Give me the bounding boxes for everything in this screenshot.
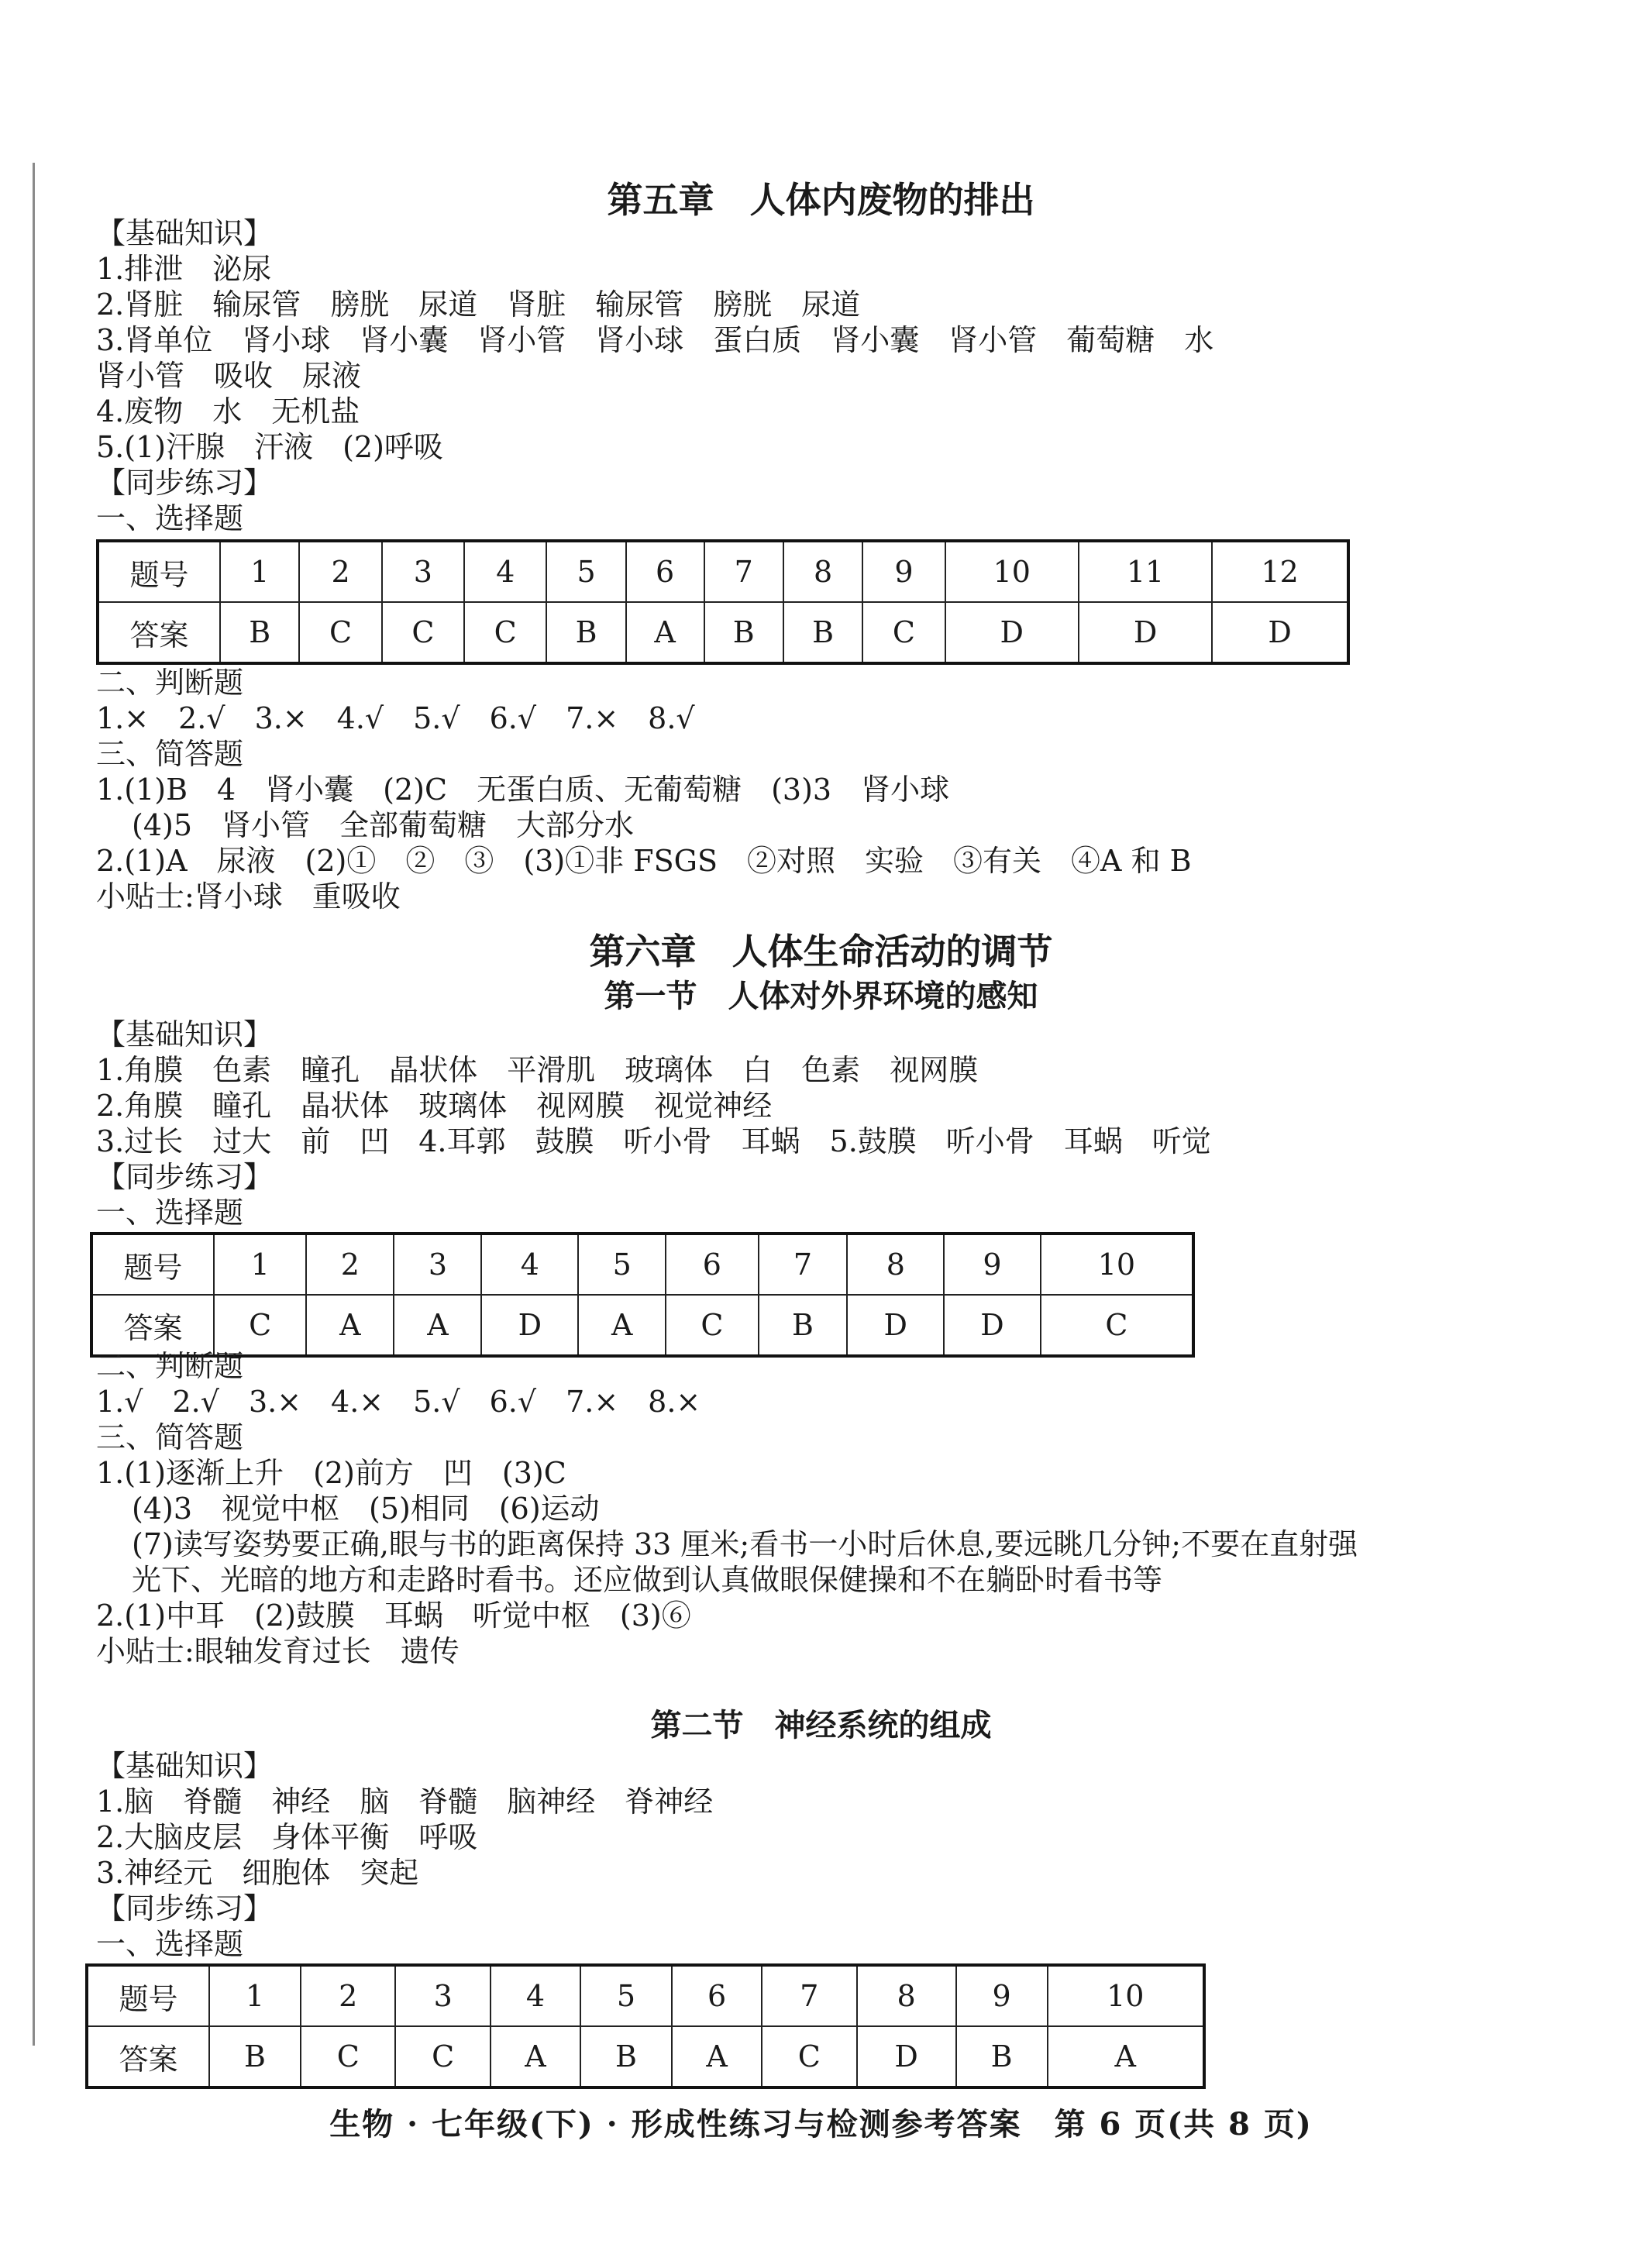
- ch6-s2-basic-section: [96, 1748, 1568, 1962]
- question-number: 3: [382, 541, 464, 602]
- question-number: 4: [491, 1965, 580, 2026]
- short-answer-line: 1.(1)逐渐上升 (2)前方 凹 (3)C: [96, 1456, 566, 1490]
- ch6-s1-practice-section: [96, 1348, 1568, 1669]
- question-number: 9: [944, 1234, 1041, 1295]
- question-number: 4: [464, 541, 546, 602]
- question-number: 2: [301, 1965, 395, 2026]
- short-answer-line: 2.(1)A 尿液 (2)① ② ③ (3)①非 FSGS ②对照 实验 ③有关 ④A 和 B: [96, 844, 1192, 878]
- question-number: 3: [394, 1234, 481, 1295]
- question-number: 7: [759, 1234, 848, 1295]
- answer-cell: D: [481, 1295, 578, 1356]
- table-row: [87, 1965, 1204, 2026]
- table-row: [87, 2026, 1204, 2087]
- question-number: 6: [626, 541, 704, 602]
- question-number: 10: [1048, 1965, 1204, 2026]
- table-row: [98, 602, 1348, 663]
- short-answer-line: (4)3 视觉中枢 (5)相同 (6)运动: [132, 1492, 600, 1526]
- question-number: 10: [945, 541, 1079, 602]
- section-header: 【基础知识】: [96, 1017, 274, 1051]
- basic-line: 1.角膜 色素 瞳孔 晶状体 平滑肌 玻璃体 白 色素 视网膜: [96, 1053, 979, 1087]
- basic-line: 2.肾脏 输尿管 膀胱 尿道 肾脏 输尿管 膀胱 尿道: [96, 287, 861, 322]
- chapter6-title: 第六章 人体生命活动的调节: [589, 931, 1053, 972]
- question-number: 9: [956, 1965, 1048, 2026]
- answer-cell: D: [1212, 602, 1348, 663]
- answer-cell: A: [491, 2026, 580, 2087]
- question-number: 8: [857, 1965, 956, 2026]
- question-number: 7: [704, 541, 783, 602]
- section-header: 【同步练习】: [96, 1160, 274, 1194]
- ch6-s1-answer-table: [90, 1232, 1195, 1358]
- answer-cell: C: [299, 602, 381, 663]
- row-label: 题号: [87, 1965, 209, 2026]
- answer-cell: C: [214, 1295, 306, 1356]
- section-header: 【同步练习】: [96, 466, 274, 500]
- row-label: 题号: [98, 541, 220, 602]
- answer-cell: B: [759, 1295, 848, 1356]
- ch5-basic-section: [96, 215, 1568, 536]
- question-number: 8: [783, 541, 862, 602]
- answer-cell: B: [580, 2026, 672, 2087]
- tip-line: 小贴士:眼轴发育过长 遗传: [96, 1634, 460, 1668]
- question-number: 5: [580, 1965, 672, 2026]
- section1-title: 第一节 人体对外界环境的感知: [604, 978, 1038, 1014]
- answer-cell: A: [672, 2026, 762, 2087]
- basic-line: 2.角膜 瞳孔 晶状体 玻璃体 视网膜 视觉神经: [96, 1089, 773, 1123]
- answer-cell: D: [857, 2026, 956, 2087]
- answer-cell: B: [220, 602, 299, 663]
- table-row: [91, 1234, 1193, 1295]
- short-answer-line: (7)读写姿势要正确,眼与书的距离保持 33 厘米;看书一小时后休息,要远眺几分钟;不要在直射强光下、光暗的地方和走路时看书。还应做到认真做眼保健操和不在躺卧时看书等: [132, 1527, 1358, 1597]
- row-label: 答案: [98, 602, 220, 663]
- basic-line: 3.肾单位 肾小球 肾小囊 肾小管 肾小球 蛋白质 肾小囊 肾小管 葡萄糖 水: [96, 323, 1214, 357]
- question-number: 5: [546, 541, 625, 602]
- question-number: 6: [666, 1234, 758, 1295]
- answer-cell: B: [209, 2026, 301, 2087]
- subsection-header: 三、简答题: [96, 1420, 244, 1454]
- basic-line: 1.脑 脊髓 神经 脑 脊髓 脑神经 脊神经: [96, 1784, 714, 1819]
- subsection-header: 二、判断题: [96, 1349, 244, 1383]
- row-label: 题号: [91, 1234, 214, 1295]
- table-row: [98, 541, 1348, 602]
- row-label: 答案: [91, 1295, 214, 1356]
- answer-cell: D: [945, 602, 1079, 663]
- question-number: 1: [220, 541, 299, 602]
- answer-cell: C: [666, 1295, 758, 1356]
- tip-line: 小贴士:肾小球 重吸收: [96, 879, 401, 914]
- tf-answers: 1.× 2.√ 3.× 4.√ 5.√ 6.√ 7.× 8.√: [96, 701, 695, 735]
- answer-cell: C: [1041, 1295, 1193, 1356]
- question-number: 3: [395, 1965, 490, 2026]
- ch5-answer-table: [96, 539, 1350, 665]
- subsection-header: 一、选择题: [96, 501, 244, 535]
- tf-answers: 1.√ 2.√ 3.× 4.× 5.√ 6.√ 7.× 8.×: [96, 1385, 701, 1419]
- question-number: 10: [1041, 1234, 1193, 1295]
- binding-margin-line: [33, 163, 35, 2046]
- answer-cell: B: [956, 2026, 1048, 2087]
- answer-cell: C: [301, 2026, 395, 2087]
- answer-cell: C: [382, 602, 464, 663]
- basic-line: 肾小管 吸收 尿液: [96, 359, 362, 393]
- answer-cell: B: [783, 602, 862, 663]
- basic-line: 2.大脑皮层 身体平衡 呼吸: [96, 1820, 478, 1854]
- answer-cell: A: [626, 602, 704, 663]
- answer-cell: C: [762, 2026, 856, 2087]
- section-header: 【同步练习】: [96, 1891, 274, 1926]
- question-number: 1: [214, 1234, 306, 1295]
- answer-cell: D: [944, 1295, 1041, 1356]
- answer-cell: D: [847, 1295, 944, 1356]
- answer-cell: A: [306, 1295, 394, 1356]
- basic-line: 4.废物 水 无机盐: [96, 394, 360, 428]
- answer-cell: A: [394, 1295, 481, 1356]
- page-footer: 生物 · 七年级(下) · 形成性练习与检测参考答案 第 6 页(共 8 页): [329, 2106, 1313, 2142]
- ch6-s1-basic-section: [96, 1017, 1568, 1230]
- question-number: 7: [762, 1965, 856, 2026]
- answer-cell: A: [1048, 2026, 1204, 2087]
- basic-line: 3.过长 过大 前 凹 4.耳郭 鼓膜 听小骨 耳蜗 5.鼓膜 听小骨 耳蜗 听觉: [96, 1124, 1211, 1158]
- question-number: 5: [578, 1234, 666, 1295]
- subsection-header: 三、简答题: [96, 737, 244, 771]
- short-answer-line: (4)5 肾小管 全部葡萄糖 大部分水: [132, 808, 635, 842]
- basic-line: 5.(1)汗腺 汗液 (2)呼吸: [96, 430, 443, 464]
- section-header: 【基础知识】: [96, 216, 274, 250]
- section2-title: 第二节 神经系统的组成: [650, 1707, 992, 1743]
- question-number: 4: [481, 1234, 578, 1295]
- question-number: 6: [672, 1965, 762, 2026]
- answer-cell: C: [395, 2026, 490, 2087]
- row-label: 答案: [87, 2026, 209, 2087]
- answer-cell: C: [464, 602, 546, 663]
- ch6-s2-answer-table: [85, 1963, 1206, 2089]
- question-number: 12: [1212, 541, 1348, 602]
- section-header: 【基础知识】: [96, 1749, 274, 1783]
- question-number: 11: [1079, 541, 1212, 602]
- question-number: 9: [862, 541, 945, 602]
- ch5-practice-section: [96, 665, 1568, 914]
- short-answer-line: 2.(1)中耳 (2)鼓膜 耳蜗 听觉中枢 (3)⑥: [96, 1599, 691, 1633]
- subsection-header: 二、判断题: [96, 666, 244, 700]
- question-number: 8: [847, 1234, 944, 1295]
- short-answer-line: 1.(1)B 4 肾小囊 (2)C 无蛋白质、无葡萄糖 (3)3 肾小球: [96, 773, 950, 807]
- question-number: 2: [299, 541, 381, 602]
- subsection-header: 一、选择题: [96, 1196, 244, 1230]
- question-number: 2: [306, 1234, 394, 1295]
- chapter5-title: 第五章 人体内废物的排出: [607, 179, 1035, 221]
- subsection-header: 一、选择题: [96, 1927, 244, 1961]
- answer-cell: C: [862, 602, 945, 663]
- basic-line: 1.排泄 泌尿: [96, 252, 272, 286]
- table-row: [91, 1295, 1193, 1356]
- basic-line: 3.神经元 细胞体 突起: [96, 1856, 419, 1890]
- answer-cell: A: [578, 1295, 666, 1356]
- answer-cell: B: [704, 602, 783, 663]
- answer-cell: B: [546, 602, 625, 663]
- answer-cell: D: [1079, 602, 1212, 663]
- question-number: 1: [209, 1965, 301, 2026]
